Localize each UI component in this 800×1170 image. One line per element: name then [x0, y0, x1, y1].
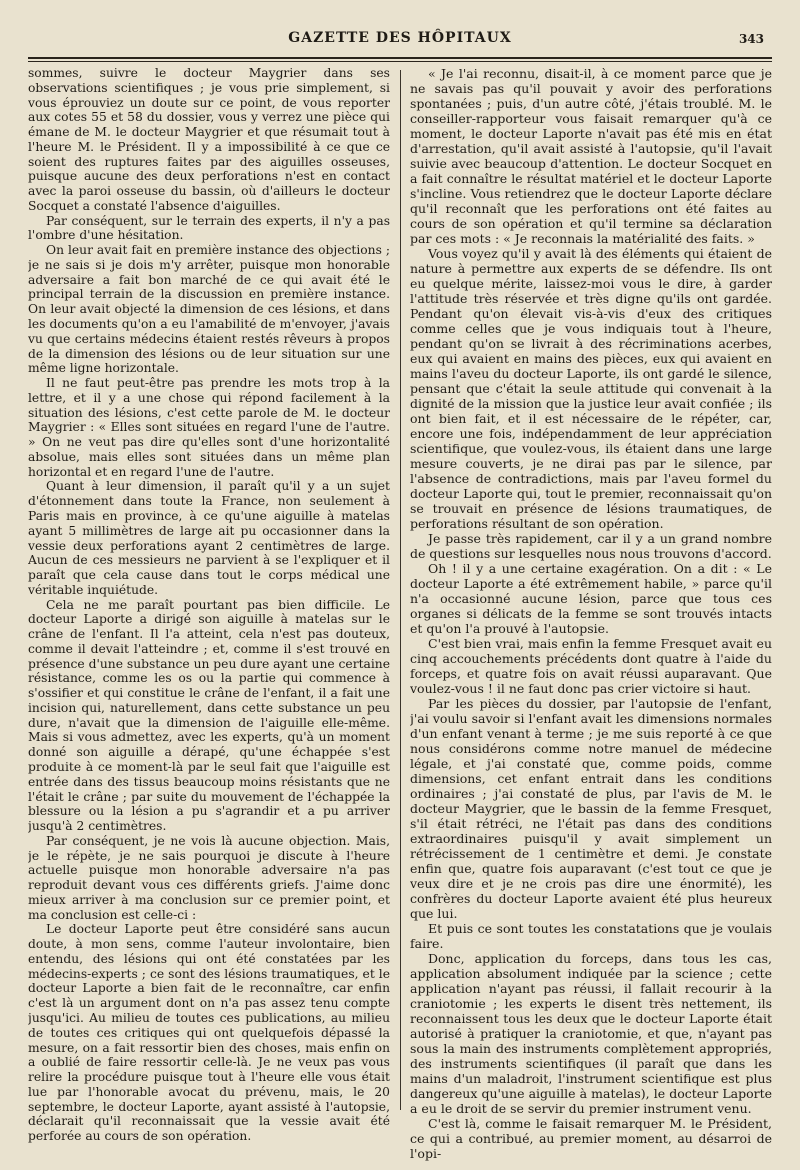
paragraph: sommes, suivre le docteur Maygrier dans ses observations scientifiques ; je vous prie simplement, si vous éprouviez un doute sur ce point, de vous reporter aux cotes 55 et 58 du dossier, vous y verrez une pièce qui émane de M. le docteur Maygrier et que résumait tout à l'heure M. le Président. Il y a impossibilité à ce que ce soient des ruptures faites par des aiguilles osseuses, puisque aucune des deux perforations n'est en contact avec la paroi osseuse du bassin, où d'ailleurs le docteur Socquet a constaté l'absence d'aiguilles.: [28, 66, 390, 213]
header-rule-thin: [28, 61, 772, 62]
paragraph: C'est bien vrai, mais enfin la femme Fresquet avait eu cinq accouchements précédents dont quatre à l'aide du forceps, et quatre fois on avait réussi auparavant. Que voulez-vous ! il ne faut donc pas crier victoire si haut.: [410, 636, 772, 696]
paragraph: Vous voyez qu'il y avait là des éléments qui étaient de nature à permettre aux experts de se défendre. Ils ont eu quelque mérite, laissez-moi vous le dire, à garder l'attitude très réservée et très digne qu'ils ont gardée. Pendant qu'on élevait vis-à-vis d'eux des critiques comme celles que je vous indiquais tout à l'heure, pendant qu'on se livrait à des récriminations acerbes, eux qui avaient en mains des pièces, eux qui avaient en mains l'aveu du docteur Laporte, ils ont gardé le silence, pensant que c'était la seule attitude qui convenait à la dignité de la mission que la justice leur avait confiée ; ils ont bien fait, et il est nécessaire de le répéter, car, encore une fois, indépendamment de leur appréciation scientifique, que voulez-vous, ils étaient dans une large mesure couverts, je ne dirai pas par le silence, par l'absence de contradictions, mais par l'aveu formel du docteur Laporte qui, tout le premier, reconnaissait qu'on se trouvait en présence de lésions traumatiques, de perforations résultant de son opération.: [410, 246, 772, 531]
paragraph: Cela ne me paraît pourtant pas bien difficile. Le docteur Laporte a dirigé son aiguille à matelas sur le crâne de l'enfant. Il l'a atteint, cela n'est pas douteux, comme il devait l'atteindre ; et, comme il s'est trouvé en présence d'une substance un peu dure ayant une certaine résistance, comme les os ou la partie qui commence à s'ossifier et qui constitue le crâne de l'enfant, il a fait une incision qui, naturellement, dans cette substance un peu dure, n'avait que la dimension de l'aiguille elle-même. Mais si vous admettez, avec les experts, qu'à un moment donné son aiguille a dérapé, qu'une échappée s'est produite à ce moment-là par le seul fait que l'aiguille est entrée dans des tissus beaucoup moins résistants que ne l'était le crâne ; par suite du mouvement de l'échappée la blessure ou la lésion a pu s'agrandir et a pu arriver jusqu'à 2 centimètres.: [28, 597, 390, 834]
journal-title: GAZETTE DES HÔPITAUX: [288, 30, 512, 46]
paragraph: « Je l'ai reconnu, disait-il, à ce moment parce que je ne savais pas qu'il pouvait y avoir des perforations spontanées ; puis, d'un autre côté, j'étais troublé. M. le conseiller-rapporteur vous faisait remarquer qu'à ce moment, le docteur Laporte n'avait pas été mis en état d'arrestation, qu'il avait assisté à l'autopsie, qu'il l'avait suivie avec beaucoup d'attention. Le docteur Socquet en a fait connaître le résultat matériel et le docteur Laporte s'incline. Vous retiendrez que le docteur Laporte déclare qu'il reconnaît que les perforations ont été faites au cours de son opération et qu'il termine sa déclaration par ces mots : « Je reconnais la matérialité des faits. »: [410, 66, 772, 246]
paragraph: C'est là, comme le faisait remarquer M. le Président, ce qui a contribué, au premier moment, au désarroi de l'opi-: [410, 1116, 772, 1161]
paragraph: Je passe très rapidement, car il y a un grand nombre de questions sur lesquelles nous nous trouvons d'accord.: [410, 531, 772, 561]
page-number: 343: [738, 32, 764, 46]
text-columns: [28, 66, 772, 1162]
paragraph: Par les pièces du dossier, par l'autopsie de l'enfant, j'ai voulu savoir si l'enfant avait les dimensions normales d'un enfant venant à terme ; je me suis reporté à ce que nous considérons comme notre manuel de médecine légale, et j'ai constaté que, comme poids, comme dimensions, cet enfant entrait dans les conditions ordinaires ; j'ai constaté de plus, par l'avis de M. le docteur Maygrier, que le bassin de la femme Fresquet, s'il était rétréci, ne l'était pas dans des conditions extraordinaires puisqu'il y avait simplement un rétrécissement de 1 centimètre et demi. Je constate enfin que, quatre fois auparavant (c'est tout ce que je veux dire et je ne crois pas dire une énormité), les confrères du docteur Laporte avaient été plus heureux que lui.: [410, 696, 772, 921]
left-column: [28, 66, 390, 1162]
paragraph: Le docteur Laporte peut être considéré sans aucun doute, à mon sens, comme l'auteur involontaire, bien entendu, des lésions qui ont été constatées par les médecins-experts ; ce sont des lésions traumatiques, et le docteur Laporte a bien fait de le reconnaître, car enfin c'est là un argument dont on n'a pas assez tenu compte jusqu'ici. Au milieu de toutes ces publications, au milieu de toutes ces critiques qui ont quelquefois dépassé la mesure, on a fait ressortir bien des choses, mais enfin on a oublié de faire ressortir celle-là. Je ne veux pas vous relire la procédure puisque tout à l'heure elle vous était lue par l'honorable avocat du prévenu, mais, le 20 septembre, le docteur Laporte, ayant assisté à l'autopsie, déclarait qu'il reconnaissait que la vessie avait été perforée au cours de son opération.: [28, 922, 390, 1144]
paragraph: Par conséquent, je ne vois là aucune objection. Mais, je le répète, je ne sais pourquoi je discute à l'heure actuelle puisque mon honorable adversaire n'a pas reproduit devant vous ces différents griefs. J'aime donc mieux arriver à ma conclusion sur ce premier point, et ma conclusion est celle-ci :: [28, 833, 390, 922]
paragraph: Donc, application du forceps, dans tous les cas, application absolument indiquée par la science ; cette application n'ayant pas réussi, il fallait recourir à la craniotomie ; les experts le disent très nettement, ils reconnaissent tous les deux que le docteur Laporte était autorisé à pratiquer la craniotomie, et que, n'ayant pas sous la main des instruments complètement appropriés, des instruments scientifiques (il paraît que dans les mains d'un maladroit, l'instrument scientifique est plus dangereux qu'une aiguille à matelas), le docteur Laporte a eu le droit de se servir du premier instrument venu.: [410, 951, 772, 1116]
right-column: [410, 66, 772, 1162]
paragraph: Et puis ce sont toutes les constatations que je voulais faire.: [410, 921, 772, 951]
header-rule: [28, 57, 772, 59]
column-divider: [400, 70, 401, 1110]
paragraph: Quant à leur dimension, il paraît qu'il y a un sujet d'étonnement dans toute la France, non seulement à Paris mais en province, à ce qu'une aiguille à matelas ayant 5 millimètres de large ait pu occasionner dans la vessie deux perforations ayant 2 centimètres de large. Aucun de ces messieurs ne parvient à se l'expliquer et il paraît que cela cause dans tout le corps médical une véritable inquiétude.: [28, 479, 390, 597]
paragraph: On leur avait fait en première instance des objections ; je ne sais si je dois m'y arrêter, puisque mon honorable adversaire a fait bon marché de ce qui avait été le principal terrain de la discussion en première instance. On leur avait objecté la dimension de ces lésions, et dans les documents qu'on a eu l'amabilité de m'envoyer, j'avais vu que certains médecins étaient restés rêveurs à propos de la dimension des lésions ou de leur situation sur une même ligne horizontale.: [28, 243, 390, 376]
paragraph: Oh ! il y a une certaine exagération. On a dit : « Le docteur Laporte a été extrêmement habile, » parce qu'il n'a occasionné aucune lésion, parce que tous ces organes si délicats de la femme se sont trouvés intacts et qu'on l'a prouvé à l'autopsie.: [410, 561, 772, 636]
page-header: [28, 30, 772, 52]
paragraph: Par conséquent, sur le terrain des experts, il n'y a pas l'ombre d'une hésitation.: [28, 213, 390, 243]
paragraph: Il ne faut peut-être pas prendre les mots trop à la lettre, et il y a une chose qui répond facilement à la situation des lésions, c'est cette parole de M. le docteur Maygrier : « Elles sont situées en regard l'une de l'autre. » On ne veut pas dire qu'elles sont d'une horizontalité absolue, mais elles sont situées dans un même plan horizontal et en regard l'une de l'autre.: [28, 376, 390, 479]
